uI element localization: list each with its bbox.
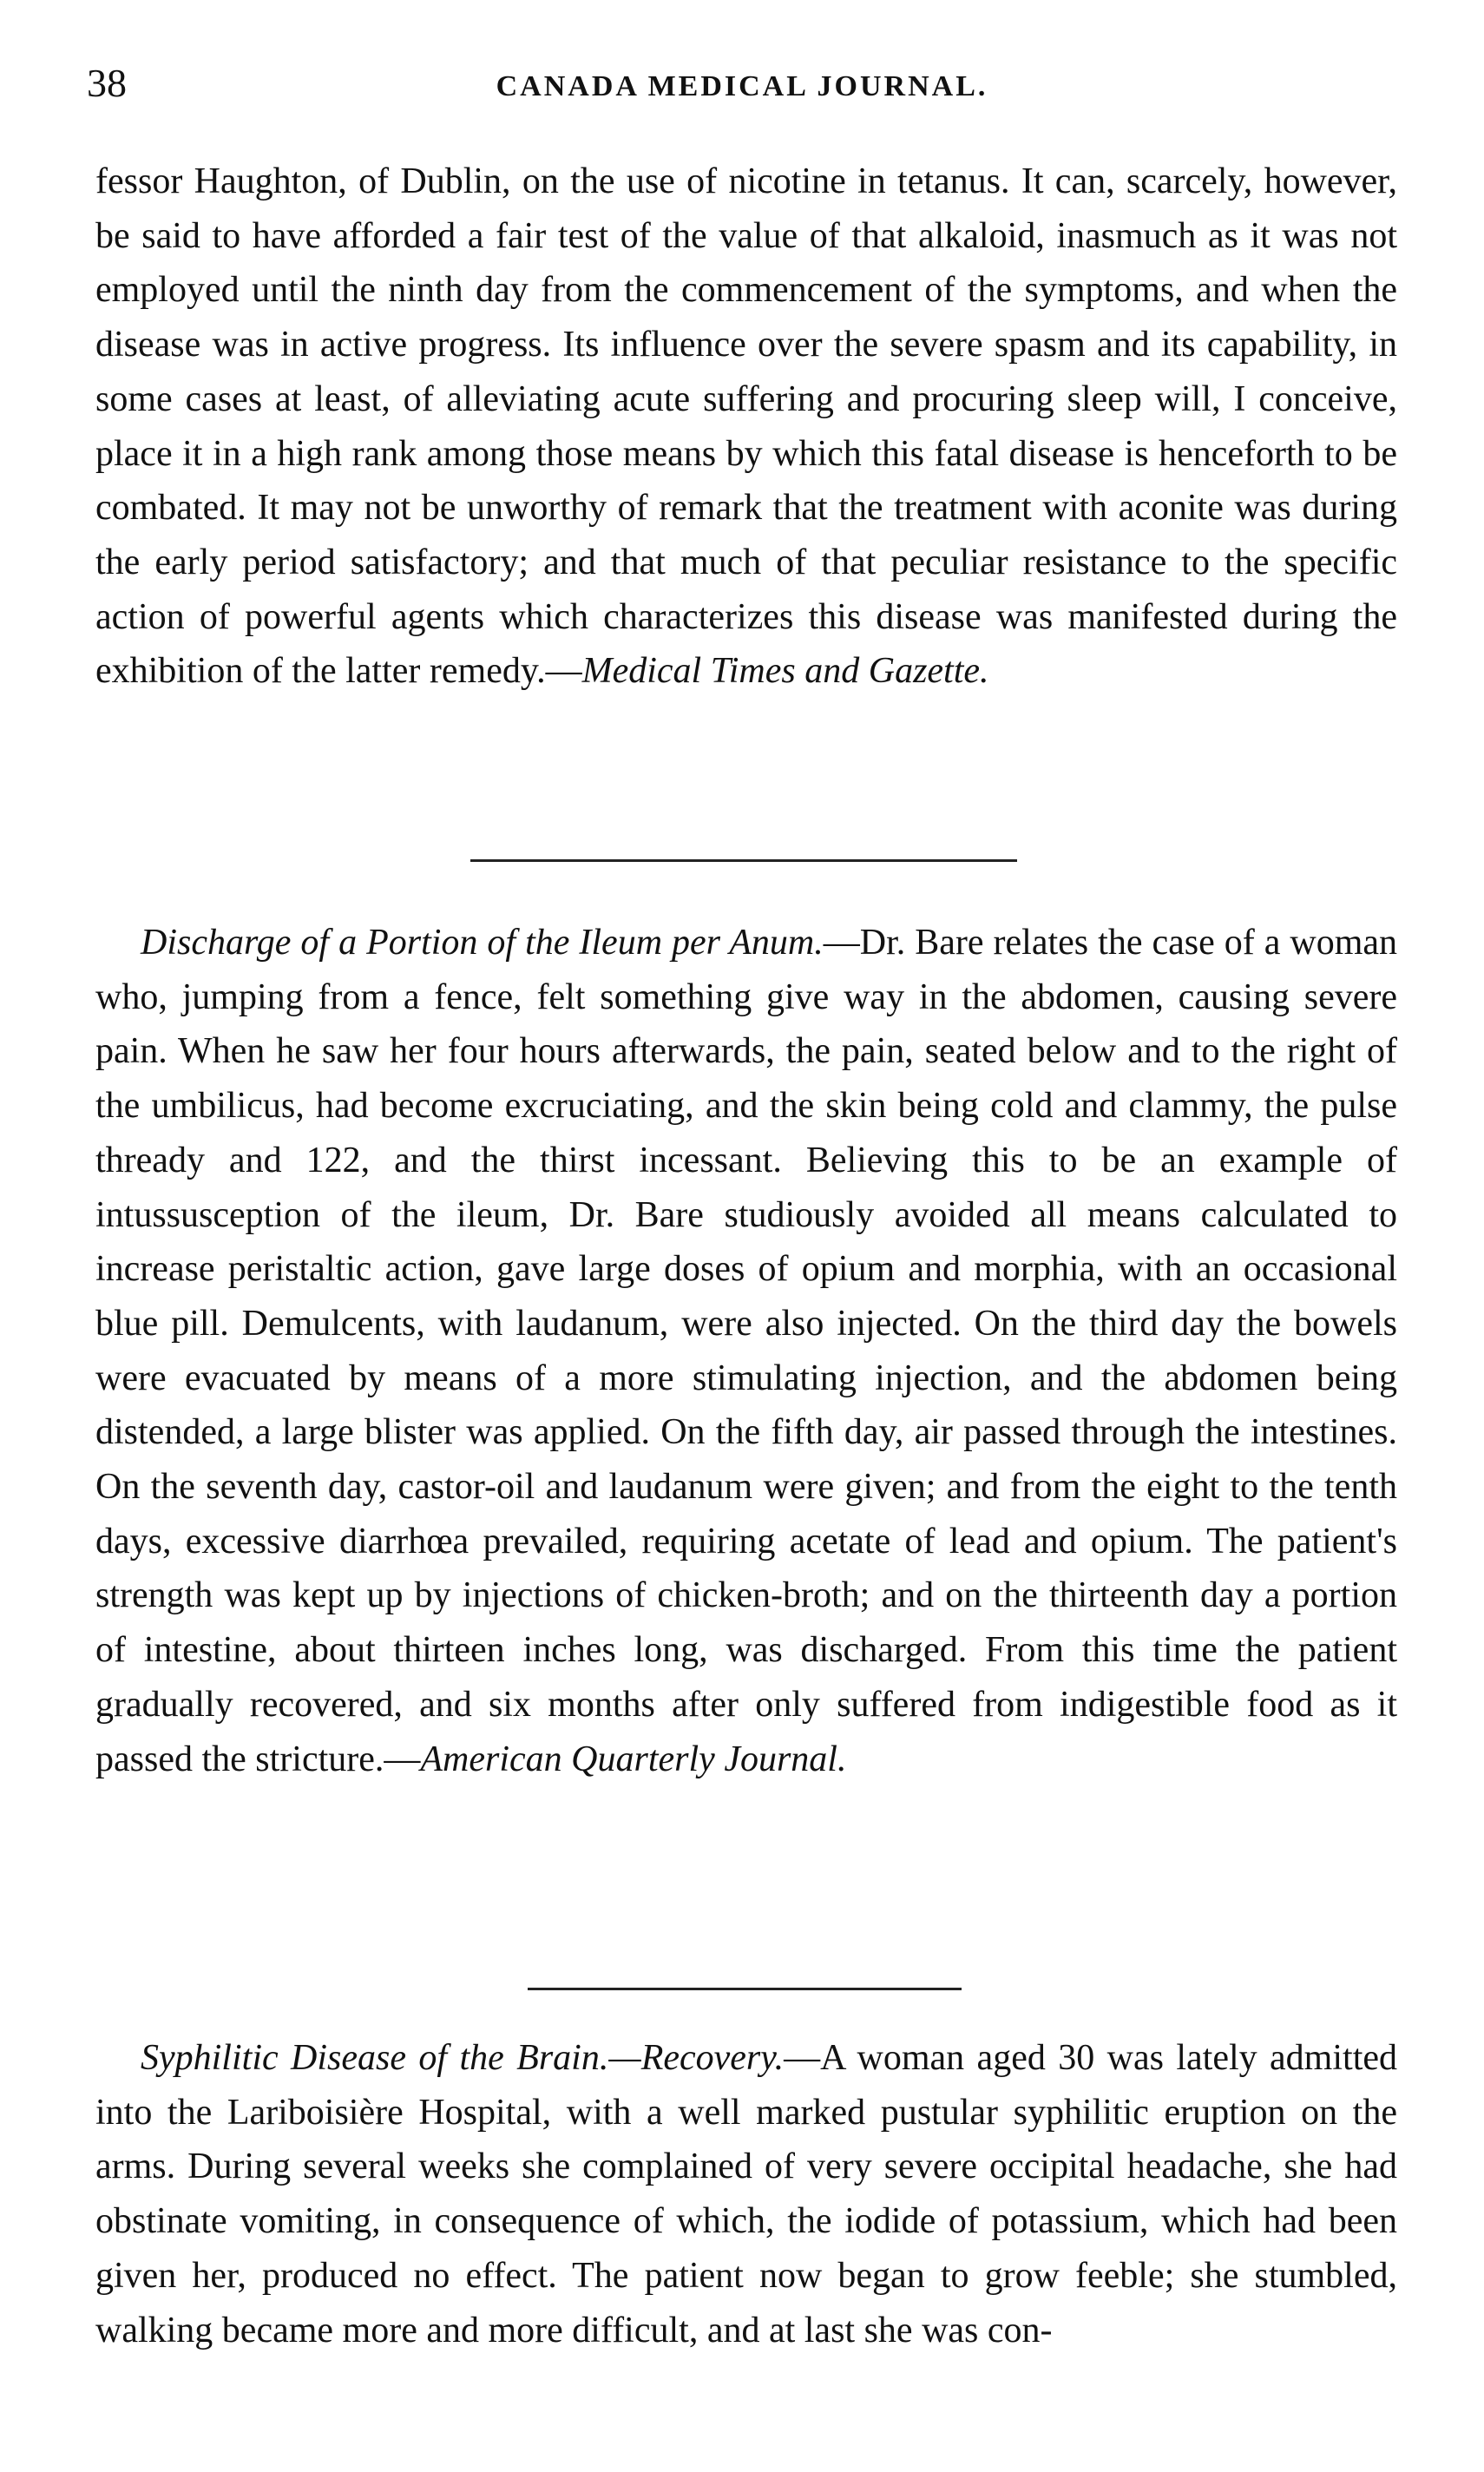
article-source: Medical Times and Gazette. xyxy=(581,651,989,692)
article-title: Syphilitic Disease of the Brain.—Recovery. xyxy=(141,2038,785,2078)
article-ileum xyxy=(95,916,1397,1786)
article-body: fessor Haughton, of Dublin, on the use of nicotine in tetanus. It can, scarcely, however, be said to have afforded a fair test of the value of that alkaloid, inasmuch as it was not employed until the ninth day from the commencement of the symptoms, and when the disease was in active progress. Its influence over the severe spasm and its capability, in some cases at least, of alleviating acute suffering and procuring sleep will, I conceive, place it in a high rank among those means by which this fatal disease is henceforth to be combated. It may not be unworthy of remark that the treatment with aconite was during the early period satisfactory; and that much of that peculiar resistance to the specific action of powerful agents which characterizes this disease was manifested during the exhibition of the latter remedy.— xyxy=(95,161,1397,692)
article-body: —A woman aged 30 was lately admitted into the Lariboisière Hospital, with a well marked pustular syphilitic eruption on the arms. During several weeks she complained of very severe occipital headache, she had obstinate vomiting, in consequence of which, the iodide of potassium, which had been given her, produced no effect. The patient now began to grow feeble; she stumbled, walking became more and more difficult, and at last she was con- xyxy=(95,2038,1397,2350)
page-header xyxy=(87,57,1397,109)
article-paragraph xyxy=(95,2031,1397,2357)
article-title: Discharge of a Portion of the Ileum per Anum. xyxy=(141,923,824,963)
article-source: American Quarterly Journal. xyxy=(420,1739,847,1779)
article-body: —Dr. Bare relates the case of a woman who, jumping from a fence, felt something give way in the abdomen, causing severe pain. When he saw her four hours afterwards, the pain, seated below and to the right of the umbilicus, had become excruciating, and the skin being cold and clammy, the pulse thready and 122, and the thirst incessant. Believing this to be an example of intussusception of the ileum, Dr. Bare studiously avoided all means calculated to increase peristaltic action, gave large doses of opium and morphia, with an occasional blue pill. Demulcents, with laudanum, were also injected. On the third day the bowels were evacuated by means of a more stimulating injection, and the abdomen being distended, a large blister was applied. On the fifth day, air passed through the intestines. On the seventh day, castor-oil and laudanum were given; and from the eight to the tenth days, excessive diarrhœa prevailed, requiring acetate of lead and opium. The patient's strength was kept up by injections of chicken-broth; and on the thirteenth day a portion of intestine, about thirteen inches long, was discharged. From this time the patient gradually recovered, and six months after only suffered from indigestible food as it passed the stricture.— xyxy=(95,923,1397,1779)
section-divider xyxy=(528,1988,962,1990)
article-nicotine-continuation xyxy=(95,154,1397,699)
running-title: CANADA MEDICAL JOURNAL. xyxy=(496,70,988,102)
article-paragraph xyxy=(95,916,1397,1786)
page-number: 38 xyxy=(87,61,127,105)
article-paragraph xyxy=(95,154,1397,699)
article-syphilitic-brain xyxy=(95,2031,1397,2357)
section-divider xyxy=(470,859,1017,862)
